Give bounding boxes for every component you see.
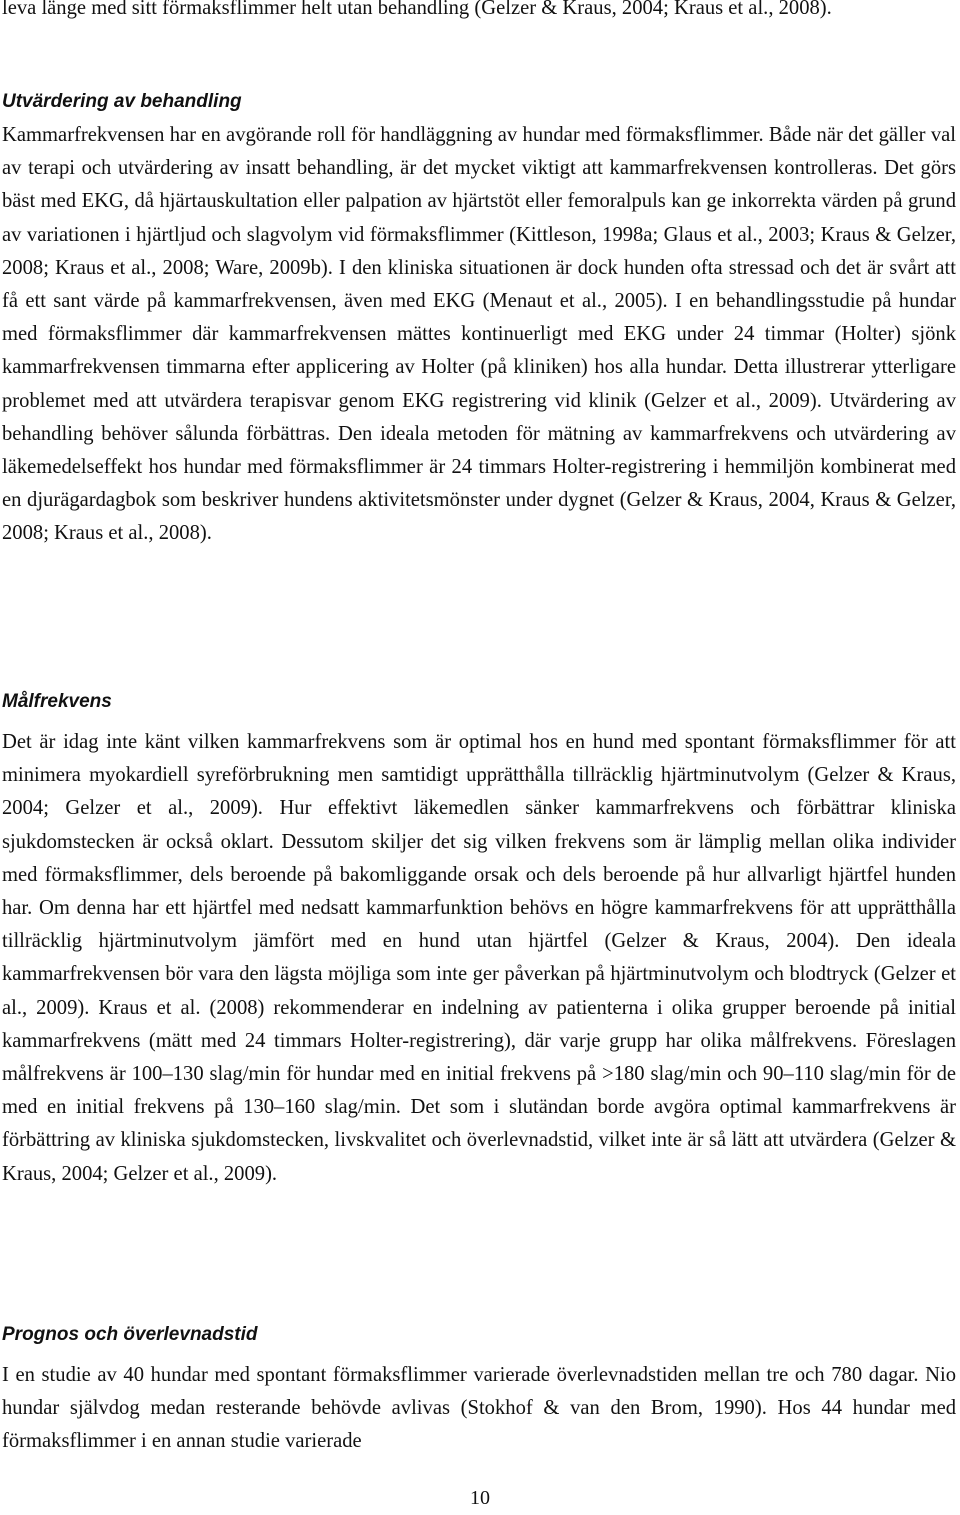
section-paragraph-prognos: I en studie av 40 hundar med spontant förmaksflimmer varierade överlevnadstiden mellan tre och 780 dagar. Nio hundar självdog medan resterande behövde avlivas (Stokhof & van den Brom, 1990). Hos 44 hundar med förmaksflimmer i en annan studie varierade [2,1364,956,1453]
section-paragraph-utvardering: Kammarfrekvensen har en avgörande roll för handläggning av hundar med förmaksflimmer. Både när det gäller val av terapi och utvärdering av insatt behandling, är det mycket viktigt att kammarfrekvensen kontrolleras. Det görs bäst med EKG, då hjärtauskultation eller palpation av hjärtstöt eller femoralpuls kan ge inkorrekta värden på grund av variationen i hjärtljud och slagvolym vid förmaksflimmer (Kittleson, 1998a; Glaus et al., 2003; Kraus & Gelzer, 2008; Kraus et al., 2008; Ware, 2009b). I den kliniska situationen är dock hunden ofta stressad och det är svårt att få ett sant värde på kammarfrekvensen, även med EKG (Menaut et al., 2005). I en behandlingsstudie på hundar med förmaksflimmer där kammarfrekvensen mättes kontinuerligt med EKG under 24 timmar (Holter) sjönk kammarfrekvensen timmarna efter applicering av Holter (på kliniken) hos alla hundar. Detta illustrerar ytterligare problemet med att utvärdera terapisvar genom EKG registrering vid klinik (Gelzer et al., 2009). Utvärdering av behandling behöver sålunda förbättras. Den ideala metoden för mätning av kammarfrekvens och utvärdering av läkemedelseffekt hos hundar med förmaksflimmer är 24 timmars Holter-registrering i hemmiljön kombinerat med en djurägardagbok som beskriver hundens aktivitetsmönster under dygnet (Gelzer & Kraus, 2004, Kraus & Gelzer, 2008; Kraus et al., 2008). [2,124,956,545]
page-number: 10 [470,1487,490,1509]
section-heading-prognos: Prognos och överlevnadstid [2,1324,258,1345]
section-heading-utvardering: Utvärdering av behandling [2,91,242,112]
intro-paragraph: leva länge med sitt förmaksflimmer helt utan behandling (Gelzer & Kraus, 2004; Kraus et al., 2008). [2,0,832,19]
section-paragraph-malfrekvens: Det är idag inte känt vilken kammarfrekvens som är optimal hos en hund med spontant förmaksflimmer för att minimera myokardiell syreförbrukning men samtidigt upprätthålla tillräcklig hjärtminutvolym (Gelzer & Kraus, 2004; Gelzer et al., 2009). Hur effektivt läkemedlen sänker kammarfrekvens och förbättrar kliniska sjukdomstecken är också oklart. Dessutom skiljer det sig vilken frekvens som är lämplig mellan olika individer med förmaksflimmer, dels beroende på bakomliggande orsak och dels beroende på hur allvarligt hjärtfel hunden har. Om denna har ett hjärtfel med nedsatt kammarfunktion behövs en högre kammarfrekvens för att upprätthålla tillräcklig hjärtminutvolym jämfört med en hund utan hjärtfel (Gelzer & Kraus, 2004). Den ideala kammarfrekvensen bör vara den lägsta möjliga som inte ger påverkan på hjärtminutvolym och blodtryck (Gelzer et al., 2009). Kraus et al. (2008) rekommenderar en indelning av patienterna i olika grupper beroende på initial kammarfrekvens (mätt med 24 timmars Holter-registrering), där varje grupp har olika målfrekvens. Föreslagen målfrekvens är 100–130 slag/min för hundar med en initial frekvens på >180 slag/min och 90–110 slag/min för de med en initial frekvens på 130–160 slag/min. Det som i slutändan borde avgöra optimal kammarfrekvens är förbättring av kliniska sjukdomstecken, livskvalitet och överlevnadstid, vilket inte är så lätt att utvärdera (Gelzer & Kraus, 2004; Gelzer et al., 2009). [2,731,956,1185]
section-heading-malfrekvens: Målfrekvens [2,691,112,712]
